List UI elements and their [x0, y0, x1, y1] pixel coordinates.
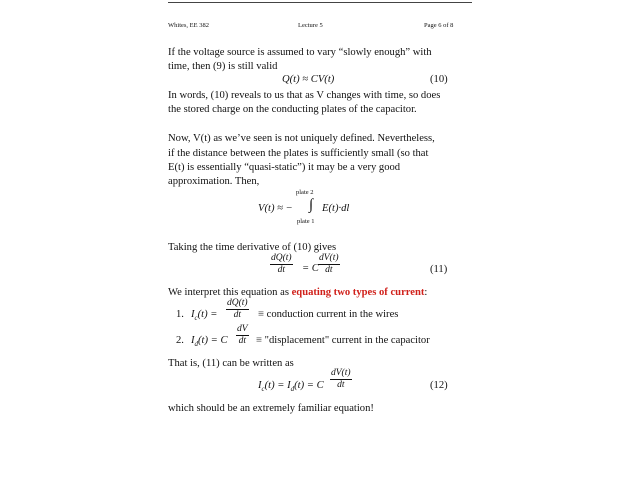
item2-numerator: dV	[237, 324, 248, 334]
eq12-id-subscript: d	[290, 385, 295, 394]
eq12-middle-2: (t) = C	[294, 380, 324, 391]
list-item-2-fraction	[236, 324, 249, 347]
id-subscript: d	[194, 340, 199, 349]
header-page: Page 6 of 8	[424, 22, 454, 29]
eq12-fraction	[330, 368, 352, 391]
header-course: Whites, EE 382	[168, 22, 209, 29]
eq12-ic-subscript: c	[261, 385, 265, 394]
list-item-2-text: ≡ "displacement" current in the capacitor	[256, 335, 430, 346]
para1-line4: the stored charge on the conducting plates of the capacitor.	[168, 104, 417, 115]
eq11-rhs-numerator: dV(t)	[319, 253, 339, 263]
eq12-lhs	[258, 379, 324, 396]
item1-denominator: dt	[233, 310, 241, 320]
eq12-numerator: dV(t)	[331, 368, 351, 378]
para1-line1: If the voltage source is assumed to vary “slowly enough” with	[168, 47, 432, 58]
eq12-ic-symbol: I	[258, 380, 262, 391]
eq11-rhs-fraction	[318, 253, 340, 276]
para3-line1: Taking the time derivative of (10) gives	[168, 242, 337, 253]
id-argument: (t) = C	[198, 335, 228, 346]
highlight-two-types-of-current: equating two types of current	[291, 287, 425, 298]
para4-line2: which should be an extremely familiar equation!	[168, 403, 374, 414]
para3-line2	[168, 286, 427, 300]
list-item-1-lhs	[191, 308, 217, 325]
ic-argument: (t) =	[197, 309, 218, 320]
para1-line3: In words, (10) reveals to us that as V changes with time, so does	[168, 90, 441, 101]
integral-upper-limit: plate 2	[296, 189, 314, 196]
list-item-2-lhs	[191, 334, 228, 351]
list-item-1-text: ≡ conduction current in the wires	[258, 309, 399, 320]
eq11-lhs-fraction	[270, 253, 293, 276]
header-lecture: Lecture 5	[298, 22, 323, 29]
para3-line2-colon: :	[424, 287, 428, 298]
para2-line1: Now, V(t) as we’ve seen is not uniquely defined. Nevertheless,	[168, 133, 435, 144]
integral-lower-limit: plate 1	[297, 218, 315, 225]
item1-numerator: dQ(t)	[227, 298, 248, 308]
para4-line1: That is, (11) can be written as	[168, 358, 294, 369]
ic-subscript: c	[194, 314, 198, 323]
integral-lhs: V(t) ≈ −	[258, 203, 293, 214]
eq11-lhs-denominator: dt	[277, 265, 285, 275]
id-symbol: I	[191, 335, 195, 346]
para2-line4: approximation. Then,	[168, 176, 260, 187]
para2-line2: if the distance between the plates is sufficiently small (so that	[168, 148, 429, 159]
eq11-rhs-denominator: dt	[325, 265, 333, 275]
list-item-1-fraction	[226, 298, 249, 321]
para2-line3: E(t) is essentially “quasi-static”) it may be a very good	[168, 162, 401, 173]
item2-denominator: dt	[238, 336, 246, 346]
eq12-denominator: dt	[337, 380, 345, 390]
integral-sign: ∫	[309, 197, 314, 213]
para1-line2: time, then (9) is still valid	[168, 61, 278, 72]
eq11-equals: = C	[302, 263, 319, 274]
equation-10: Q(t) ≈ CV(t)	[282, 74, 335, 85]
eq11-lhs-numerator: dQ(t)	[271, 253, 292, 263]
equation-11-number: (11)	[430, 264, 448, 275]
ic-symbol: I	[191, 309, 195, 320]
top-border-line	[168, 2, 472, 3]
integral-rhs: E(t)·dl	[322, 203, 350, 214]
equation-12-number: (12)	[430, 380, 448, 391]
list-item-1-number: 1.	[176, 309, 184, 320]
para3-line2-text: We interpret this equation as	[168, 287, 292, 298]
list-item-2-number: 2.	[176, 335, 184, 346]
equation-10-number: (10)	[430, 74, 448, 85]
eq12-middle: (t) = I	[264, 380, 291, 391]
